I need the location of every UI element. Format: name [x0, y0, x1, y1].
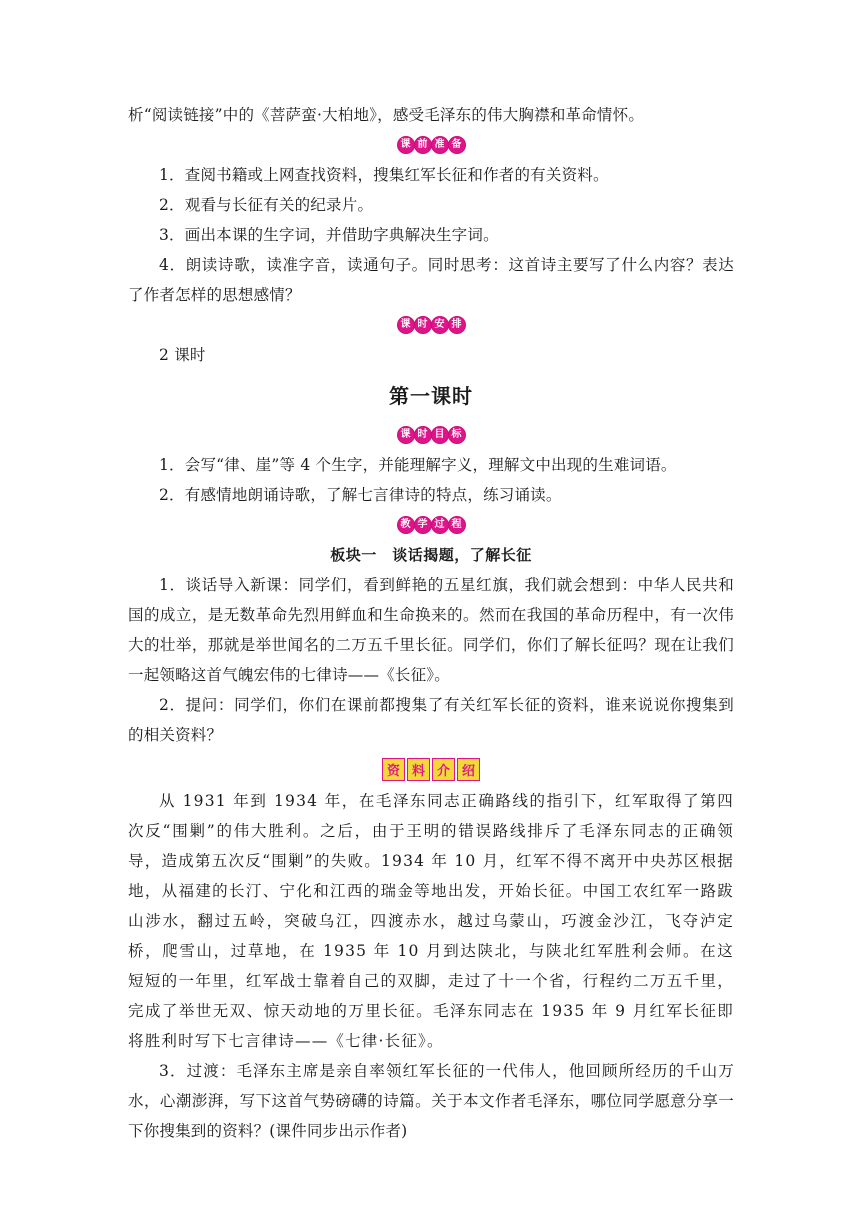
goal-item-1: 1．会写“律、崖”等 4 个生字，并能理解字义，理解文中出现的生难词语。	[159, 456, 677, 474]
lesson-title: 第一课时	[389, 384, 473, 408]
prep-item-2: 2．观看与长征有关的纪录片。	[159, 196, 374, 214]
document-page	[128, 0, 734, 1146]
badge-char: 前	[415, 137, 431, 153]
badge-schedule	[128, 310, 734, 340]
section-title: 板块一 谈话揭题，了解长征	[330, 546, 532, 564]
badge-char: 安	[432, 317, 448, 333]
intro-line: 析“阅读链接”中的《菩萨蛮·大柏地》，感受毛泽东的伟大胸襟和革命情怀。	[128, 106, 645, 124]
badge-char: 排	[449, 317, 465, 333]
badge-preparation	[128, 130, 734, 160]
badge-char: 时	[415, 427, 431, 443]
step-1: 1．谈话导入新课：同学们，看到鲜艳的五星红旗，我们就会想到：中华人民共和国的成立，是无数革命先烈用鲜血和生命换来的。然而在我国的革命历程中，有一次伟大的壮举，那就是举世闻名的二万五千里长征。同学们，你们了解长征吗？现在让我们一起领略这首气魄宏伟的七律诗——《长征》。	[128, 576, 734, 684]
material-label-char: 资	[382, 758, 405, 781]
badge-goals	[128, 420, 734, 450]
badge-char: 过	[432, 517, 448, 533]
badge-char: 课	[398, 137, 414, 153]
badge-char: 准	[432, 137, 448, 153]
material-text: 从 1931 年到 1934 年，在毛泽东同志正确路线的指引下，红军取得了第四次反“围剿”的伟大胜利。之后，由于王明的错误路线排斥了毛泽东同志的正确领导，造成第五次反“围剿”的失败。1934 年 10 月，红军不得不离开中央苏区根据地，从福建的长汀、宁化和江西的瑞金等地出发，开始长征。中国工农红军一路跋山涉水，翻过五岭，突破乌江，四渡赤水，越过乌蒙山，巧渡金沙江，飞夺泸定桥，爬雪山，过草地，在 1935 年 10 月到达陕北，与陕北红军胜利会师。在这短短的一年里，红军战士靠着自己的双脚，走过了十一个省，行程约二万五千里，完成了举世无双、惊天动地的万里长征。毛泽东同志在 1935 年 9 月红军长征即将胜利时写下七言律诗——《七律·长征》。	[128, 792, 734, 1050]
material-label-char: 介	[432, 758, 455, 781]
badge-char: 标	[449, 427, 465, 443]
prep-item-1: 1．查阅书籍或上网查找资料，搜集红军长征和作者的有关资料。	[159, 166, 609, 184]
schedule-text: 2 课时	[159, 346, 206, 364]
material-label	[128, 752, 734, 786]
badge-process	[128, 510, 734, 540]
badge-char: 学	[415, 517, 431, 533]
material-label-char: 绍	[457, 758, 480, 781]
prep-item-3: 3．画出本课的生字词，并借助字典解决生字词。	[159, 226, 499, 244]
badge-char: 教	[398, 517, 414, 533]
badge-char: 程	[449, 517, 465, 533]
badge-char: 备	[449, 137, 465, 153]
goal-item-2: 2．有感情地朗诵诗歌，了解七言律诗的特点，练习诵读。	[159, 486, 562, 504]
badge-char: 课	[398, 427, 414, 443]
step-3: 3．过渡：毛泽东主席是亲自率领红军长征的一代伟人，他回顾所经历的千山万水，心潮澎湃，写下这首气势磅礴的诗篇。关于本文作者毛泽东，哪位同学愿意分享一下你搜集到的资料？(课件同步出示作者)	[128, 1062, 734, 1140]
material-label-char: 料	[407, 758, 430, 781]
prep-item-4: 4．朗读诗歌，读准字音，读通句子。同时思考：这首诗主要写了什么内容？表达了作者怎样的思想感情？	[128, 256, 734, 304]
badge-char: 目	[432, 427, 448, 443]
step-2: 2．提问：同学们，你们在课前都搜集了有关红军长征的资料，谁来说说你搜集到的相关资料？	[128, 696, 734, 744]
badge-char: 课	[398, 317, 414, 333]
badge-char: 时	[415, 317, 431, 333]
